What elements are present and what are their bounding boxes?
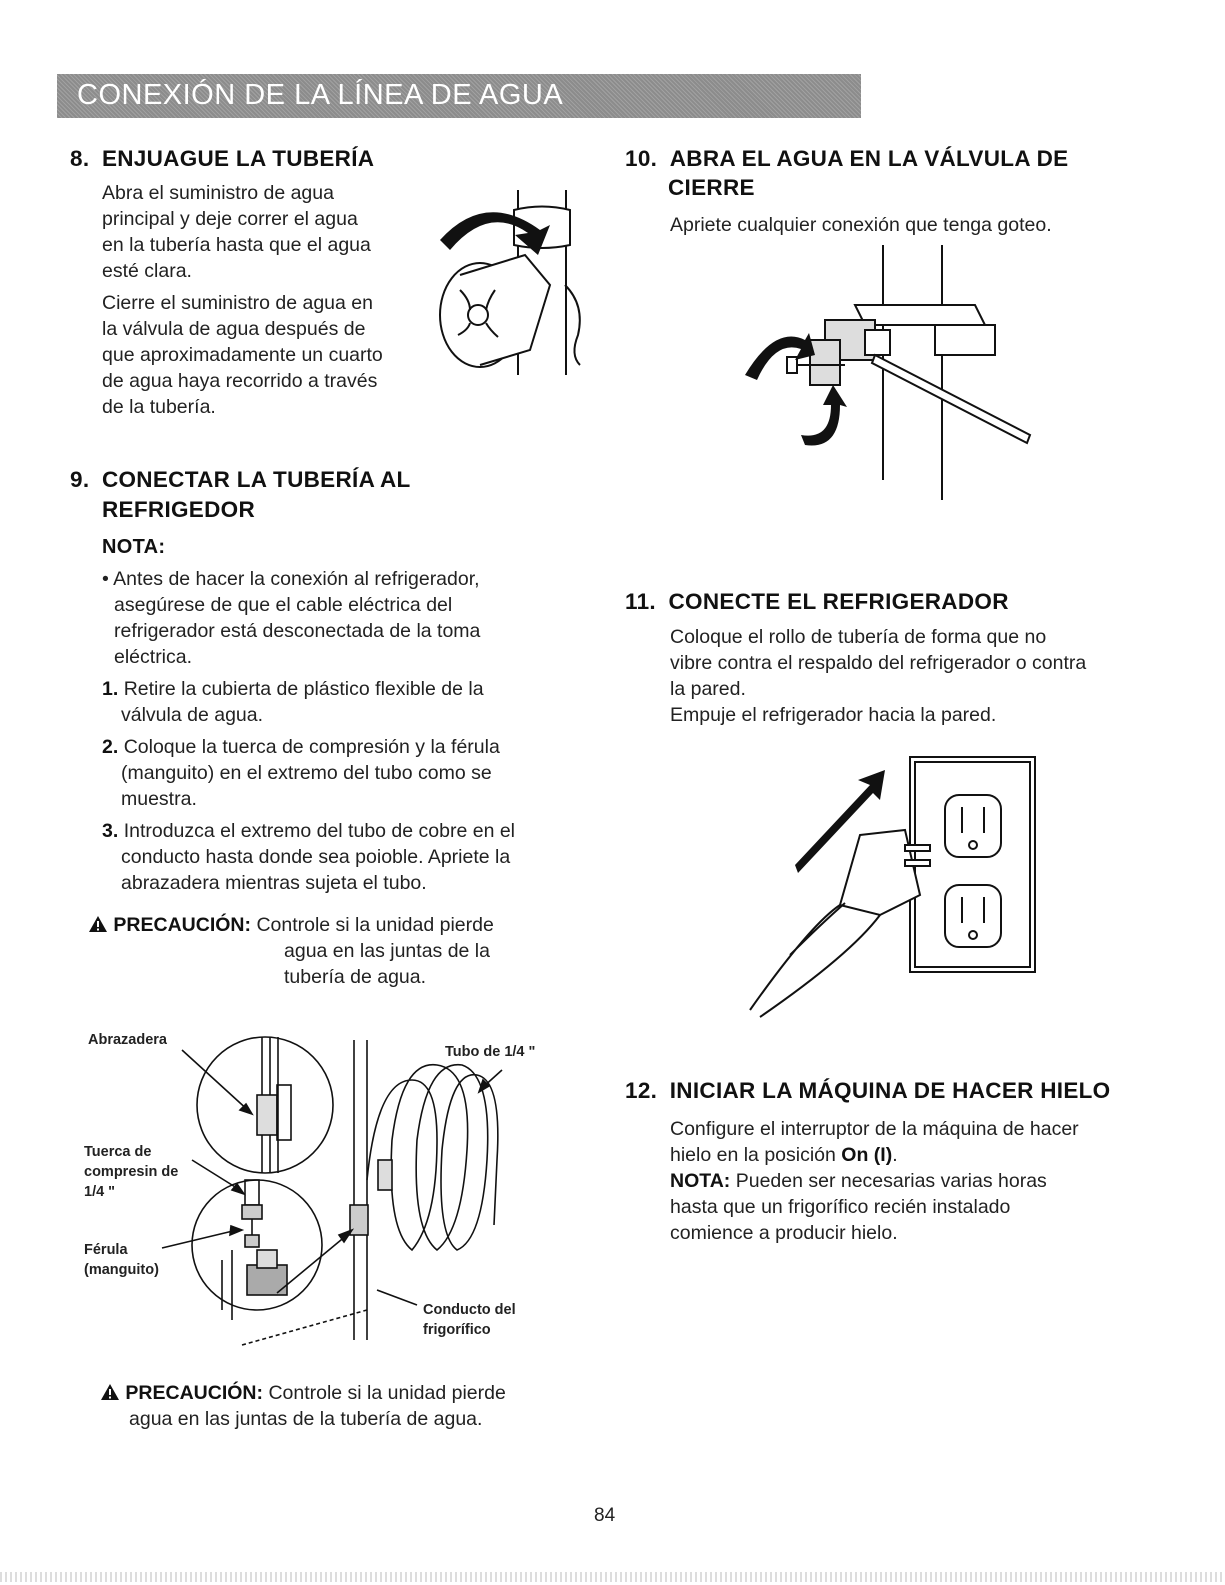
text-line: tubería de agua. — [284, 966, 427, 988]
text-line: la pared. — [670, 678, 746, 700]
step-8-paragraph-2 — [102, 290, 432, 420]
text-line: (manguito) — [84, 1262, 159, 1278]
text-line: (manguito) en el extremo del tubo como se — [121, 762, 492, 784]
text-line: asegúrese de que el cable eléctrica del — [114, 594, 453, 616]
text-line: • Antes de hacer la conexión al refrigerador, — [102, 568, 480, 590]
label-ferula — [84, 1240, 159, 1280]
text-line: en la tubería hasta que el agua — [102, 234, 371, 256]
step-11-number: 11. — [625, 589, 656, 614]
section-banner — [57, 74, 861, 118]
text-line: Pueden ser necesarias varias horas — [730, 1170, 1047, 1192]
text-line: abrazadera mientras sujeta el tubo. — [121, 872, 427, 894]
step-12-number: 12. — [625, 1078, 658, 1103]
step-10-title-line2: CIERRE — [668, 175, 755, 200]
label-tuerca-de-compresion — [84, 1142, 178, 1202]
step-9-bullet — [102, 566, 572, 670]
step-8-body — [102, 180, 432, 426]
text-line: la válvula de agua después de — [102, 318, 366, 340]
text-line: esté clara. — [102, 260, 192, 282]
step-9-caution — [88, 912, 568, 990]
text-line: Controle si la unidad pierde — [256, 914, 494, 936]
caution-label: PRECAUCIÓN: — [125, 1382, 264, 1404]
on-position-label: On (I) — [841, 1144, 893, 1166]
text-line: refrigerador está desconectada de la toma — [114, 620, 481, 642]
step-12-body — [670, 1116, 1170, 1246]
text-line: frigorífico — [423, 1322, 491, 1338]
text-line: 1/4 " — [84, 1184, 116, 1200]
step-9-note-label: NOTA: — [102, 536, 166, 558]
shutoff-valve-illustration — [410, 185, 590, 375]
text-line: conducto hasta donde sea poioble. Apriete la — [121, 846, 511, 868]
step-9-heading — [70, 464, 411, 495]
section-title: CONEXIÓN DE LA LÍNEA DE AGUA — [77, 79, 564, 111]
text-line: vibre contra el respaldo del refrigerador o contra — [670, 652, 1087, 674]
step-9-item-1 — [102, 676, 572, 728]
step-11-heading — [625, 586, 1009, 617]
step-10-text: Apriete cualquier conexión que tenga goteo. — [670, 214, 1052, 236]
step-10-number: 10. — [625, 146, 658, 171]
text-line: Empuje el refrigerador hacia la pared. — [670, 704, 997, 726]
label-abrazadera: Abrazadera — [88, 1032, 167, 1048]
step-9-item-3 — [102, 818, 572, 896]
step-10-title-line1: ABRA EL AGUA EN LA VÁLVULA DE — [669, 146, 1069, 171]
step-9-body — [102, 566, 572, 902]
label-conducto — [423, 1300, 516, 1340]
text-line: que aproximadamente un cuarto — [102, 344, 383, 366]
saddle-valve-illustration — [735, 245, 1035, 500]
text-line: Abra el suministro de agua — [102, 182, 334, 204]
text-line: compresin de — [84, 1164, 179, 1180]
step-12-heading — [625, 1075, 1110, 1106]
text-line: de agua haya recorrido a través — [102, 370, 378, 392]
text-line: válvula de agua. — [121, 704, 264, 726]
text-line: Férula — [84, 1242, 128, 1258]
text-line: hasta que un frigorífico recién instalado — [670, 1196, 1011, 1218]
step-9-item-2 — [102, 734, 572, 812]
text-line: Coloque la tuerca de compresión y la férula — [123, 736, 500, 758]
text-line: Introduzca el extremo del tubo de cobre en el — [123, 820, 516, 842]
warning-triangle-icon — [88, 915, 108, 933]
item-number: 1. — [102, 678, 119, 700]
step-12-title: INICIAR LA MÁQUINA DE HACER HIELO — [669, 1078, 1111, 1103]
text-line: eléctrica. — [114, 646, 193, 668]
text-line: . — [892, 1144, 898, 1166]
text-line: Cierre el suministro de agua en — [102, 292, 373, 314]
bottom-caution — [100, 1380, 580, 1432]
text-line: muestra. — [121, 788, 197, 810]
text-line: Configure el interruptor de la máquina de hacer — [670, 1118, 1079, 1140]
caution-label: PRECAUCIÓN: — [113, 914, 252, 936]
text-line: hielo en la posición — [670, 1144, 842, 1166]
step-10-heading — [625, 143, 1068, 174]
plug-outlet-illustration — [730, 755, 1045, 1020]
step-8-heading — [70, 143, 374, 174]
page-number: 84 — [594, 1505, 616, 1526]
note-label: NOTA: — [670, 1170, 731, 1192]
text-line: Conducto del — [423, 1302, 516, 1318]
step-9-title-line1: CONECTAR LA TUBERÍA AL — [101, 467, 411, 492]
text-line: de la tubería. — [102, 396, 216, 418]
text-line: Retire la cubierta de plástico flexible de la — [123, 678, 484, 700]
label-tubo: Tubo de 1/4 " — [445, 1044, 536, 1060]
step-9-title-line2: REFRIGEDOR — [102, 497, 256, 522]
step-9-number: 9. — [70, 467, 90, 492]
step-8-paragraph-1 — [102, 180, 432, 284]
text-line: Controle si la unidad pierde — [268, 1382, 506, 1404]
scan-edge-artifact — [0, 1572, 1225, 1582]
item-number: 3. — [102, 820, 119, 842]
item-number: 2. — [102, 736, 119, 758]
text-line: agua en las juntas de la tubería de agua. — [129, 1408, 483, 1430]
step-11-body — [670, 624, 1170, 728]
warning-triangle-icon — [100, 1383, 120, 1401]
step-8-number: 8. — [70, 146, 90, 171]
step-8-title: ENJUAGUE LA TUBERÍA — [101, 146, 375, 171]
step-11-title: CONECTE EL REFRIGERADOR — [668, 589, 1009, 614]
text-line: comience a producir hielo. — [670, 1222, 898, 1244]
text-line: Tuerca de — [84, 1144, 152, 1160]
text-line: principal y deje correr el agua — [102, 208, 358, 230]
text-line: Coloque el rollo de tubería de forma que no — [670, 626, 1047, 648]
text-line: agua en las juntas de la — [284, 940, 490, 962]
